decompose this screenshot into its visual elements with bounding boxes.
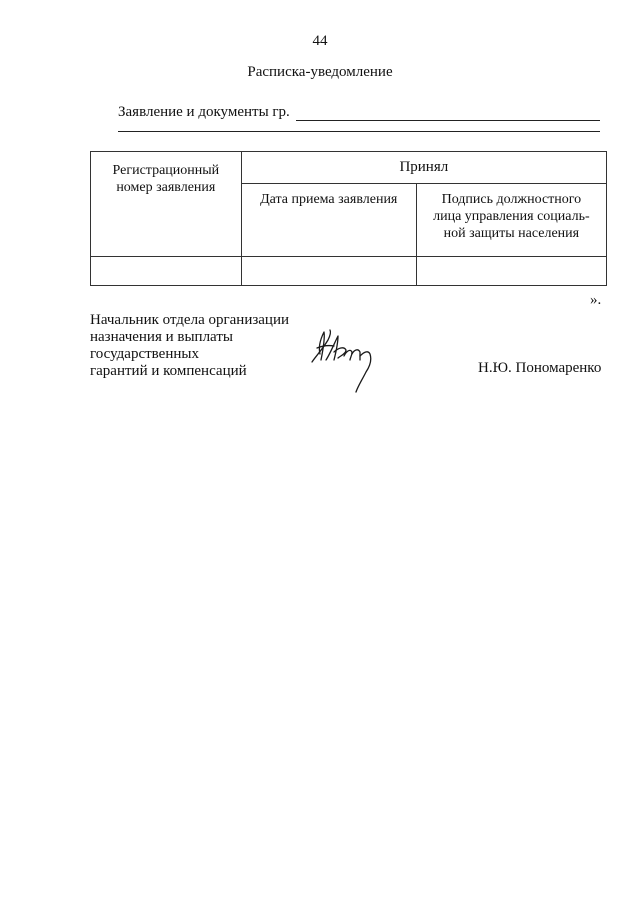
- applicant-line: [118, 101, 600, 121]
- handwritten-signature: [308, 326, 383, 394]
- receipt-date-header: [241, 184, 416, 257]
- page-number: 44: [312, 33, 328, 49]
- document-title: Расписка-уведомление: [247, 64, 393, 80]
- table-header-row: [91, 152, 607, 184]
- header-text: ной защиты населения: [443, 226, 580, 242]
- official-signature-header: [416, 184, 606, 257]
- applicant-label: Заявление и документы гр.: [118, 104, 290, 120]
- signer-position-line: гарантий и компенсаций: [90, 363, 247, 379]
- header-text: номер заявления: [116, 180, 216, 195]
- header-text: Дата приема заявления: [260, 192, 398, 208]
- applicant-name-blank: [296, 105, 600, 121]
- registration-number-cell: [91, 257, 242, 286]
- registration-number-header: [91, 152, 242, 257]
- signer-position-line: государственных: [90, 346, 199, 362]
- signer-position-line: назначения и выплаты: [90, 329, 233, 345]
- table-row: [91, 257, 607, 286]
- header-text: Подпись должностного: [441, 192, 582, 208]
- header-text: лица управления социаль-: [433, 209, 590, 225]
- official-signature-cell: [416, 257, 606, 286]
- closing-quote-mark: ».: [590, 292, 602, 308]
- applicant-continuation-blank: [118, 131, 600, 132]
- receipt-table: [90, 151, 607, 286]
- signer-name: Н.Ю. Пономаренко: [478, 360, 602, 376]
- receipt-date-cell: [241, 257, 416, 286]
- signer-position: [90, 312, 330, 380]
- signer-position-line: Начальник отдела организации: [90, 312, 290, 328]
- accepted-group-header: Принял: [241, 152, 606, 184]
- header-text: Регистрационный: [112, 163, 220, 178]
